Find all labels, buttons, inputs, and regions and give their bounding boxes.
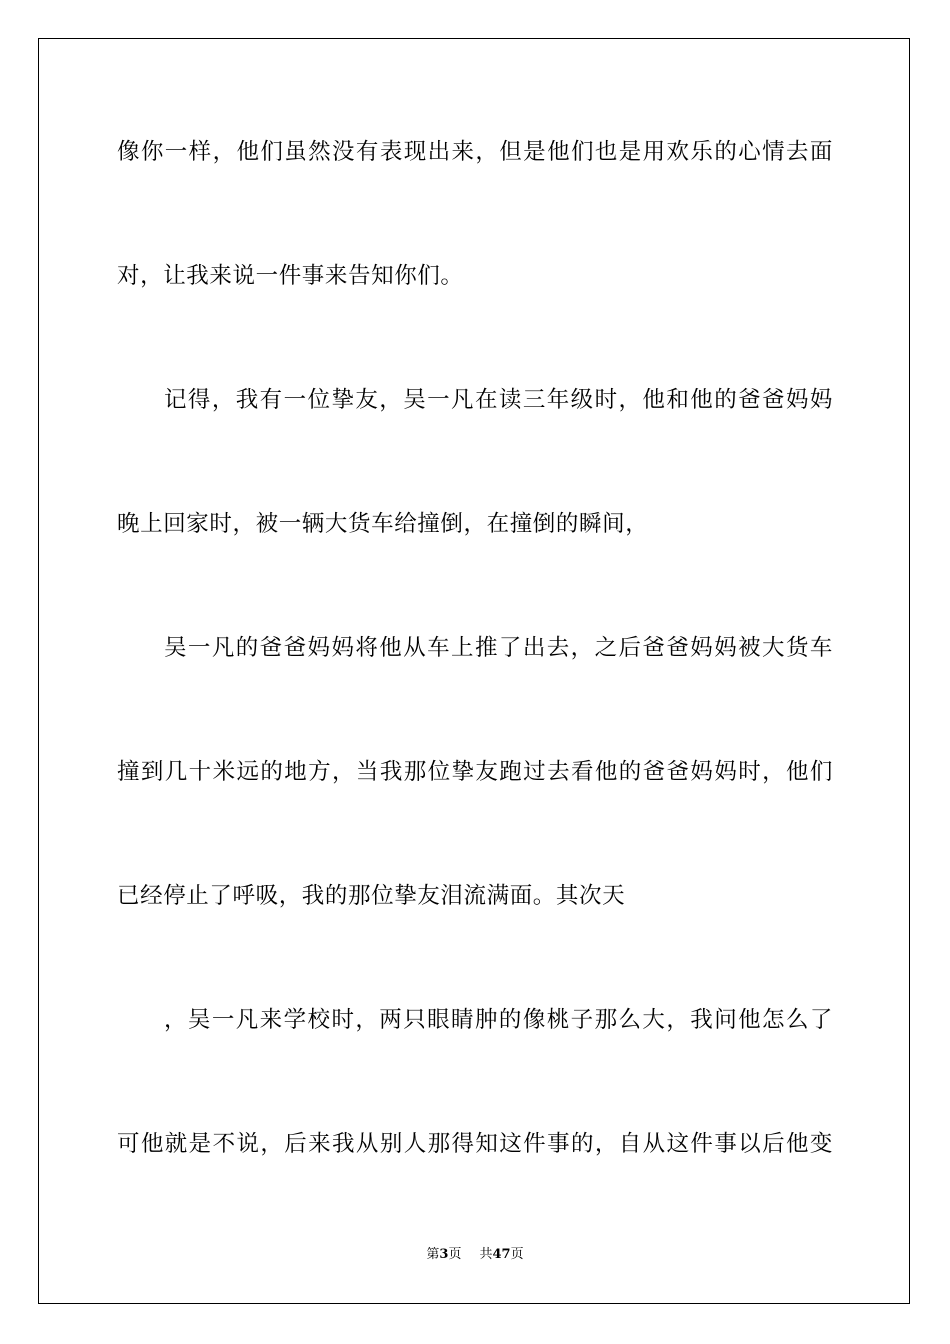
footer-page-number: 3	[439, 1247, 449, 1262]
footer-page-suffix: 页	[448, 1247, 462, 1262]
text-line-1: 像你一样，他们虽然没有表现出来，但是他们也是用欢乐的心情去面	[117, 139, 833, 165]
text-line-9: 可他就是不说，后来我从别人那得知这件事的，自从这件事以后他变	[117, 1131, 833, 1157]
text-line-8: ，吴一凡来学校时，两只眼睛肿的像桃子那么大，我问他怎么了	[164, 1007, 833, 1033]
page-border	[38, 38, 910, 1304]
text-line-7: 已经停止了呼吸，我的那位挚友泪流满面。其次天	[117, 883, 626, 909]
text-line-5: 吴一凡的爸爸妈妈将他从车上推了出去，之后爸爸妈妈被大货车	[164, 635, 833, 661]
text-line-3: 记得，我有一位挚友，吴一凡在读三年级时，他和他的爸爸妈妈	[164, 387, 833, 413]
footer-total-prefix: 共	[479, 1247, 493, 1262]
page-footer	[0, 1246, 950, 1264]
text-line-4: 晚上回家时，被一辆大货车给撞倒，在撞倒的瞬间，	[117, 511, 649, 537]
footer-total-number: 47	[492, 1247, 511, 1262]
footer-total-suffix: 页	[510, 1247, 524, 1262]
footer-page-prefix: 第	[426, 1247, 440, 1262]
text-line-6: 撞到几十米远的地方，当我那位挚友跑过去看他的爸爸妈妈时，他们	[117, 759, 833, 785]
text-line-2: 对，让我来说一件事来告知你们。	[117, 263, 464, 289]
